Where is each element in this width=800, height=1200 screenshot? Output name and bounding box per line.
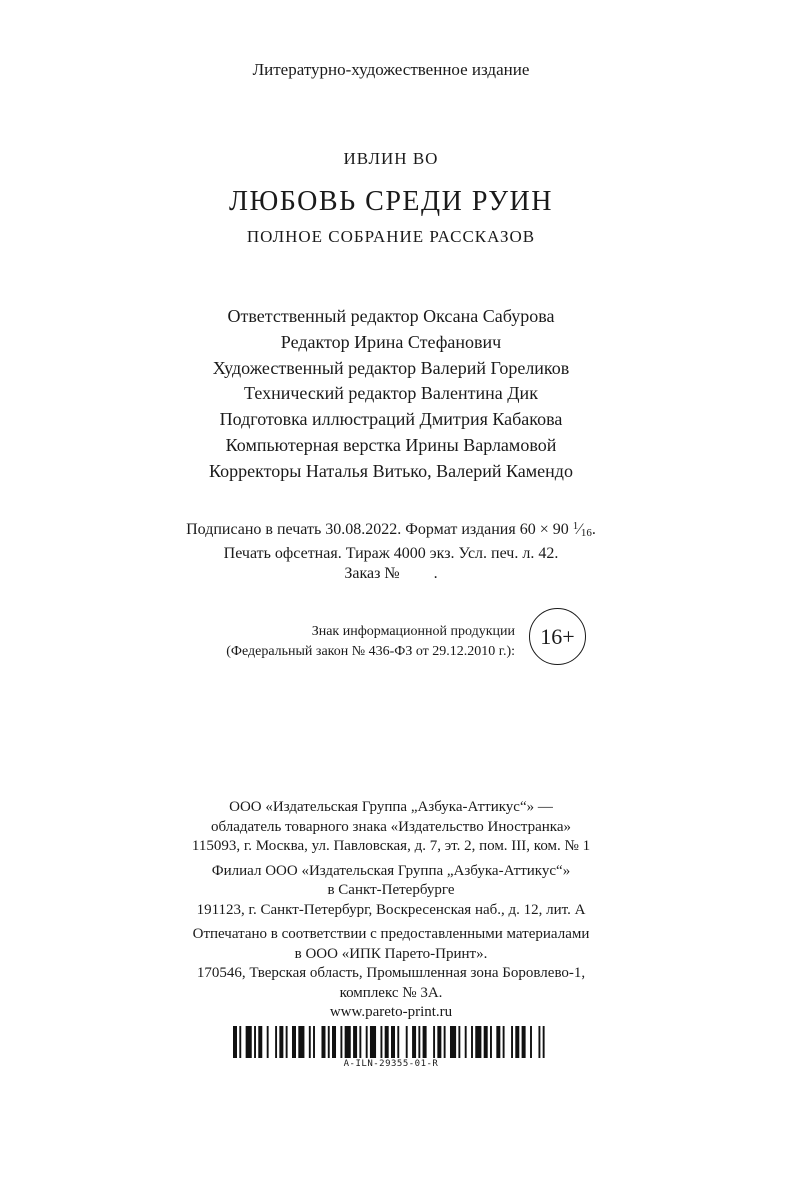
- barcode-bar: [233, 1026, 237, 1058]
- barcode-bar: [397, 1026, 399, 1058]
- barcode-bar: [321, 1026, 325, 1058]
- barcode-bar: [345, 1026, 351, 1058]
- info-sign-law: (Федеральный закон № 436-ФЗ от 29.12.2010 г.):: [226, 644, 515, 659]
- barcode-bar: [332, 1026, 336, 1058]
- print-line-signed: Подписано в печать 30.08.2022. Формат издания 60 × 90 $^1$⁄16.: [186, 520, 596, 539]
- publisher-line: обладатель товарного знака «Издательство Иностранка»: [210, 818, 572, 835]
- barcode-bar: [267, 1026, 269, 1058]
- publisher-line: Филиал ООО «Издательская Группа „Азбука-Аттикус“»: [211, 862, 571, 879]
- print-signed-end: .: [591, 521, 596, 538]
- publisher-line: в Санкт-Петербурге: [327, 882, 455, 898]
- printer-line: Отпечатано в соответствии с предоставленными материалами: [192, 926, 590, 942]
- staff-line: Редактор Ирина Стефанович: [280, 331, 502, 352]
- format-fraction-numerator: 1: [572, 520, 579, 532]
- barcode-bar: [465, 1026, 467, 1058]
- barcode-bar: [328, 1026, 330, 1058]
- staff-line: Подготовка иллюстраций Дмитрия Кабакова: [219, 409, 563, 430]
- barcode-bar: [286, 1026, 288, 1058]
- barcode-bar: [353, 1026, 357, 1058]
- printer-line: 170546, Тверская область, Промышленная зона Боровлево-1,: [196, 965, 586, 981]
- barcode-bar: [490, 1026, 492, 1058]
- barcode-bar: [275, 1026, 277, 1058]
- print-line-order: [0, 564, 782, 585]
- age-rating-text: 16+: [540, 623, 575, 649]
- print-line-run: Печать офсетная. Тираж 4000 экз. Усл. печ. л. 42.: [223, 544, 559, 562]
- barcode-bar: [484, 1026, 488, 1058]
- barcode-bar: [366, 1026, 368, 1058]
- barcode-bar: [511, 1026, 513, 1058]
- barcode-bar: [246, 1026, 252, 1058]
- barcode-bar: [543, 1026, 545, 1058]
- barcode-bar: [418, 1026, 420, 1058]
- barcode-bar: [391, 1026, 395, 1058]
- barcode-bar: [254, 1026, 256, 1058]
- barcode-image: [233, 1026, 549, 1058]
- age-rating-badge: [529, 608, 586, 665]
- barcode-bar: [433, 1026, 435, 1058]
- barcode-bar: [359, 1026, 361, 1058]
- barcode-bar: [530, 1026, 532, 1058]
- publisher-line: ООО «Издательская Группа „Азбука-Аттикус“» —: [229, 799, 553, 815]
- editorial-staff: [0, 304, 782, 485]
- barcode-bar: [471, 1026, 473, 1058]
- barcode-bar: [437, 1026, 441, 1058]
- order-end: .: [433, 565, 438, 582]
- barcode-bar: [412, 1026, 416, 1058]
- format-fraction-denominator: 16: [580, 527, 592, 539]
- printer-line: комплекс № 3А.: [339, 984, 443, 1001]
- print-details: [0, 516, 782, 585]
- barcode-bar: [423, 1026, 427, 1058]
- book-title: ЛЮБОВЬ СРЕДИ РУИН: [229, 186, 553, 217]
- barcode-bar: [292, 1026, 296, 1058]
- printer-website: www.pareto-print.ru: [329, 1004, 453, 1020]
- barcode-bar: [475, 1026, 481, 1058]
- barcode-bar: [444, 1026, 446, 1058]
- information-product-sign: [120, 622, 515, 662]
- barcode-bar: [385, 1026, 389, 1058]
- barcode-bar: [515, 1026, 519, 1058]
- barcode-bar: [458, 1026, 460, 1058]
- barcode-number: A-ILN-29355-01-R: [343, 1059, 439, 1069]
- info-sign-line: Знак информационной продукции: [311, 624, 515, 639]
- staff-line: Технический редактор Валентина Дик: [244, 383, 538, 404]
- barcode-bar: [406, 1026, 408, 1058]
- barcode-bar: [522, 1026, 526, 1058]
- publisher-line: 115093, г. Москва, ул. Павловская, д. 7, эт. 2, пом. III, ком. № 1: [191, 838, 591, 854]
- barcode-bar: [538, 1026, 540, 1058]
- barcode-bar: [279, 1026, 283, 1058]
- printer-line: в ООО «ИПК Парето-Принт».: [294, 945, 488, 962]
- barcode-bar: [496, 1026, 500, 1058]
- barcode-bar: [370, 1026, 376, 1058]
- print-signed-text: Подписано в печать 30.08.2022. Формат издания 60 × 90: [186, 521, 573, 538]
- staff-line: Компьютерная верстка Ирины Варламовой: [225, 434, 557, 455]
- order-label: Заказ №: [344, 565, 400, 582]
- barcode-bar: [298, 1026, 304, 1058]
- barcode-bar: [258, 1026, 262, 1058]
- edition-type: Литературно-художественное издание: [252, 60, 530, 79]
- barcode-bar: [450, 1026, 456, 1058]
- barcode-bar: [239, 1026, 241, 1058]
- barcode-bar: [313, 1026, 315, 1058]
- staff-line: Художественный редактор Валерий Гореликов: [212, 357, 570, 378]
- author-name: ИВЛИН ВО: [343, 149, 439, 168]
- barcode-bar: [380, 1026, 382, 1058]
- barcode-bar: [309, 1026, 311, 1058]
- publisher-info: [0, 798, 782, 1023]
- staff-line: Ответственный редактор Оксана Сабурова: [227, 306, 555, 326]
- publisher-line: 191123, г. Санкт-Петербург, Воскресенская наб., д. 12, лит. А: [196, 901, 586, 918]
- barcode-bar: [503, 1026, 505, 1058]
- book-subtitle: ПОЛНОЕ СОБРАНИЕ РАССКАЗОВ: [246, 227, 536, 246]
- staff-line: Корректоры Наталья Витько, Валерий Камендо: [209, 460, 573, 481]
- barcode-bar: [340, 1026, 342, 1058]
